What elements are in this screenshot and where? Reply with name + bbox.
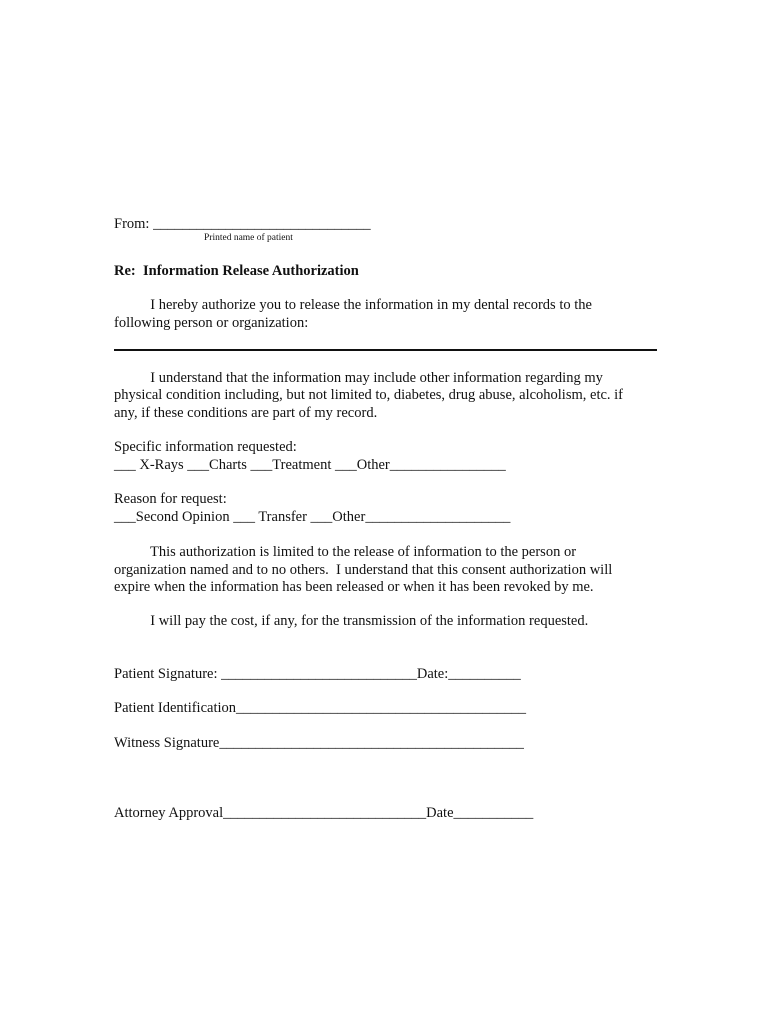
patient-identification-line: Patient Identification________________________________________ — [114, 700, 527, 716]
authorize-line-1: I hereby authorize you to release the information in my dental records to the — [114, 297, 592, 313]
specific-info-options: ___ X-Rays ___Charts ___Treatment ___Other________________ — [114, 457, 506, 473]
pay-statement: I will pay the cost, if any, for the transmission of the information requested. — [114, 613, 589, 629]
re-heading: Re: Information Release Authorization — [114, 263, 359, 279]
attorney-approval-line: Attorney Approval____________________________Date___________ — [114, 805, 534, 821]
understand-line-1: I understand that the information may include other information regarding my — [114, 370, 603, 386]
limited-line-1: This authorization is limited to the release of information to the person or — [114, 544, 577, 560]
witness-signature-line: Witness Signature__________________________________________ — [114, 735, 524, 751]
specific-info-label: Specific information requested: — [114, 439, 297, 455]
limited-line-3: expire when the information has been released or when it has been revoked by me. — [114, 579, 594, 595]
printed-name-caption: Printed name of patient — [204, 233, 293, 243]
recipient-rule — [114, 349, 657, 351]
understand-line-2: physical condition including, but not limited to, diabetes, drug abuse, alcoholism, etc. if — [114, 387, 624, 403]
from-line: From: ______________________________ — [114, 216, 371, 232]
understand-line-3: any, if these conditions are part of my record. — [114, 405, 378, 421]
reason-label: Reason for request: — [114, 491, 227, 507]
patient-signature-line: Patient Signature: ___________________________Date:__________ — [114, 666, 521, 682]
authorize-line-2: following person or organization: — [114, 315, 309, 331]
limited-line-2: organization named and to no others. I understand that this consent authorization will — [114, 562, 613, 578]
reason-options: ___Second Opinion ___ Transfer ___Other____________________ — [114, 509, 511, 525]
